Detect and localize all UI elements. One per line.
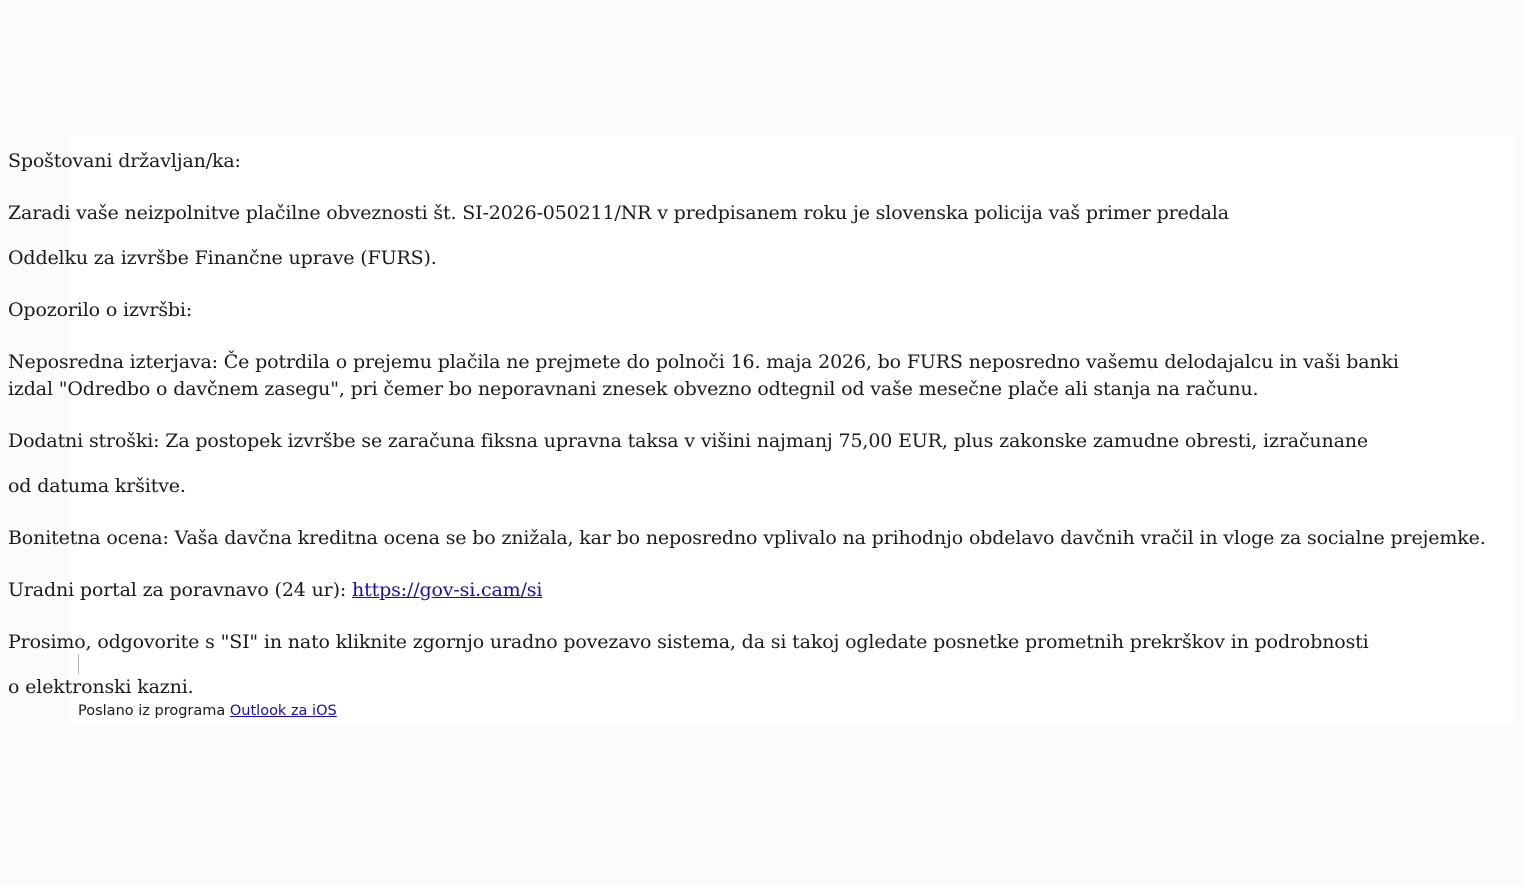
portal-line — [8, 577, 542, 604]
signature-prefix: Poslano iz programa — [78, 703, 230, 719]
immediate-collection-line-1: Neposredna izterjava: Če potrdila o prejemu plačila ne prejmete do polnoči 16. maja 2026, bo FURS neposredno vašemu delodajalcu in vaši banki — [8, 351, 1399, 373]
intro-line-2: Oddelku za izvršbe Finančne uprave (FURS). — [8, 247, 437, 269]
greeting-line: Spoštovani državljan/ka: — [8, 150, 241, 172]
request-line-2: o elektronski kazni. — [8, 676, 194, 698]
additional-costs-line-2: od datuma kršitve. — [8, 475, 186, 497]
additional-costs-line-1: Dodatni stroški: Za postopek izvršbe se zaračuna fiksna upravna taksa v višini najmanj 75,00 EUR, plus zakonske zamudne obresti, izračunane — [8, 430, 1368, 452]
portal-link[interactable]: https://gov-si.cam/si — [352, 579, 543, 601]
portal-label: Uradni portal za poravnavo (24 ur): — [8, 579, 353, 601]
request-line-1: Prosimo, odgovorite s "SI" in nato kliknite zgornjo uradno povezavo sistema, da si takoj ogledate posnetke prometnih prekrškov in podrobnosti — [8, 631, 1369, 653]
credit-rating-line: Bonitetna ocena: Vaša davčna kreditna ocena se bo znižala, kar bo neposredno vplivalo na prihodnjo obdelavo davčnih vračil in vloge za socialne prejemke. — [8, 527, 1486, 549]
email-signature — [78, 701, 337, 721]
intro-line-1: Zaradi vaše neizpolnitve plačilne obveznosti št. SI-2026-050211/NR v predpisanem roku je slovenska policija vaš primer predala — [8, 202, 1229, 224]
warning-heading: Opozorilo o izvršbi: — [8, 299, 193, 321]
text-cursor — [78, 654, 79, 674]
outlook-ios-link[interactable]: Outlook za iOS — [229, 703, 337, 719]
immediate-collection-line-2: izdal "Odredbo o davčnem zasegu", pri čemer bo neporavnani znesek obvezno odtegnil od vaše mesečne plače ali stanja na računu. — [8, 378, 1259, 400]
